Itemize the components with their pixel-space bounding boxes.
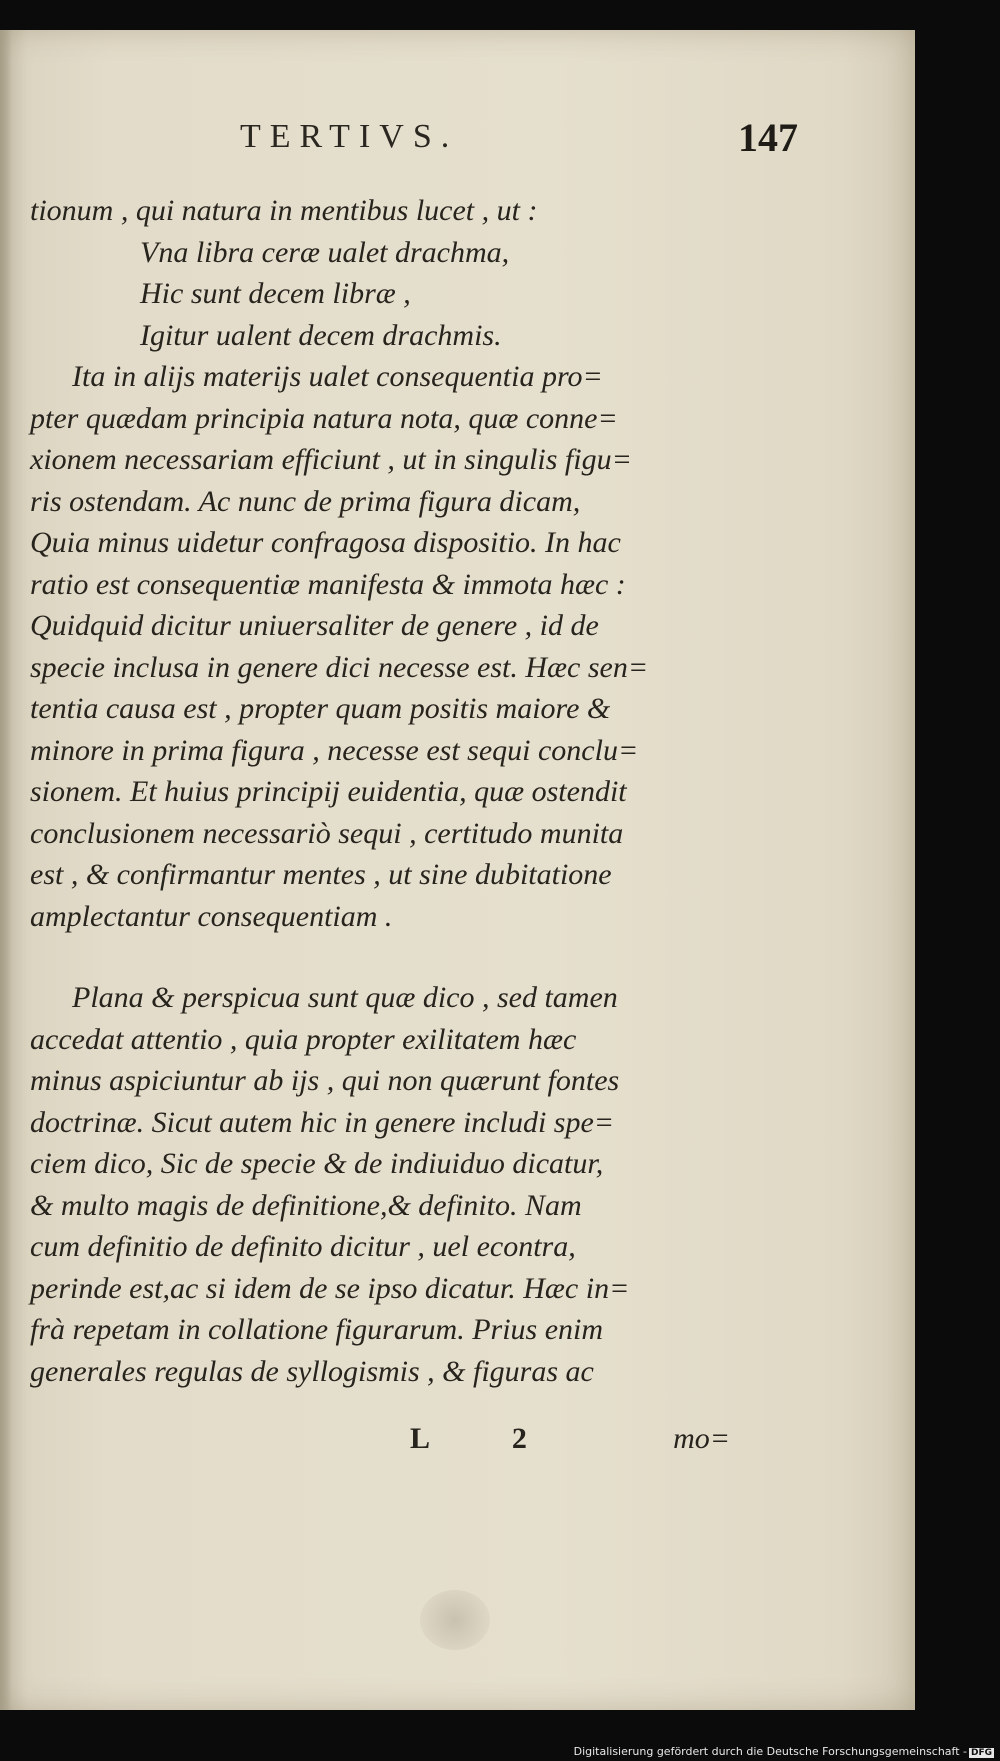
text-line: ratio est consequentiæ manifesta & immota hæc : xyxy=(30,567,626,601)
text-line: Quia minus uidetur confragosa dispositio. In hac xyxy=(30,526,621,559)
text-line: conclusionem necessariò sequi , certitudo munita xyxy=(30,816,624,850)
text-line: minus aspiciuntur ab ijs , qui non quærunt fontes xyxy=(30,1064,620,1097)
text-line: generales regulas de syllogismis , & figuras ac xyxy=(30,1354,594,1388)
text-line: perinde est,ac si idem de se ipso dicatur. Hæc in= xyxy=(30,1271,630,1305)
credit-text: Digitalisierung gefördert durch die Deutsche Forschungsgemeinschaft - xyxy=(573,1745,967,1758)
text-line: & multo magis de definitione,& definito. Nam xyxy=(30,1188,582,1222)
verse-line: Vna libra ceræ ualet drachma, xyxy=(140,235,510,269)
page-number: 147 xyxy=(738,115,798,160)
text-line: tionum , qui natura in mentibus lucet , ut : xyxy=(30,194,538,227)
paragraph-gap xyxy=(30,937,700,977)
text-line: pter quædam principia natura nota, quæ conne= xyxy=(30,401,618,435)
dfg-logo-icon: DFG xyxy=(970,1748,992,1758)
text-line: sionem. Et huius principij euidentia, quæ ostendit xyxy=(30,775,627,808)
book-page xyxy=(0,30,915,1710)
text-line: est , & confirmantur mentes , ut sine dubitatione xyxy=(30,858,612,891)
verse-line: Igitur ualent decem drachmis. xyxy=(140,318,502,352)
text-line: specie inclusa in genere dici necesse est. Hæc sen= xyxy=(30,650,649,684)
text-line: Plana & perspicua sunt quæ dico , sed tamen xyxy=(72,981,618,1014)
text-line: minore in prima figura , necesse est sequi conclu= xyxy=(30,733,639,767)
verse-line: Hic sunt decem libræ , xyxy=(140,277,411,310)
text-line: Quidquid dicitur uniuersaliter de genere , id de xyxy=(30,609,599,642)
text-line: ris ostendam. Ac nunc de prima figura dicam, xyxy=(30,484,581,518)
paper-stain xyxy=(420,1590,490,1650)
body-text xyxy=(30,190,700,1392)
text-line: frà repetam in collatione figurarum. Prius enim xyxy=(30,1313,604,1346)
text-line: accedat attentio , quia propter exilitatem hæc xyxy=(30,1022,577,1056)
text-line: cum definitio de definito dicitur , uel econtra, xyxy=(30,1230,576,1263)
text-line: tentia causa est , propter quam positis maiore & xyxy=(30,692,611,725)
catchword: mo= xyxy=(673,1422,730,1455)
text-line: ciem dico, Sic de specie & de indiuiduo dicatur, xyxy=(30,1147,604,1180)
text-line: doctrinæ. Sicut autem hic in genere includi spe= xyxy=(30,1105,615,1139)
text-line: amplectantur consequentiam . xyxy=(30,899,393,933)
running-head: TERTIVS. xyxy=(240,118,459,155)
digitization-credit xyxy=(574,1745,994,1758)
signature-mark: L 2 xyxy=(410,1422,565,1455)
text-line: Ita in alijs materijs ualet consequentia pro= xyxy=(72,360,603,393)
text-line: xionem necessariam efficiunt , ut in singulis figu= xyxy=(30,443,632,476)
